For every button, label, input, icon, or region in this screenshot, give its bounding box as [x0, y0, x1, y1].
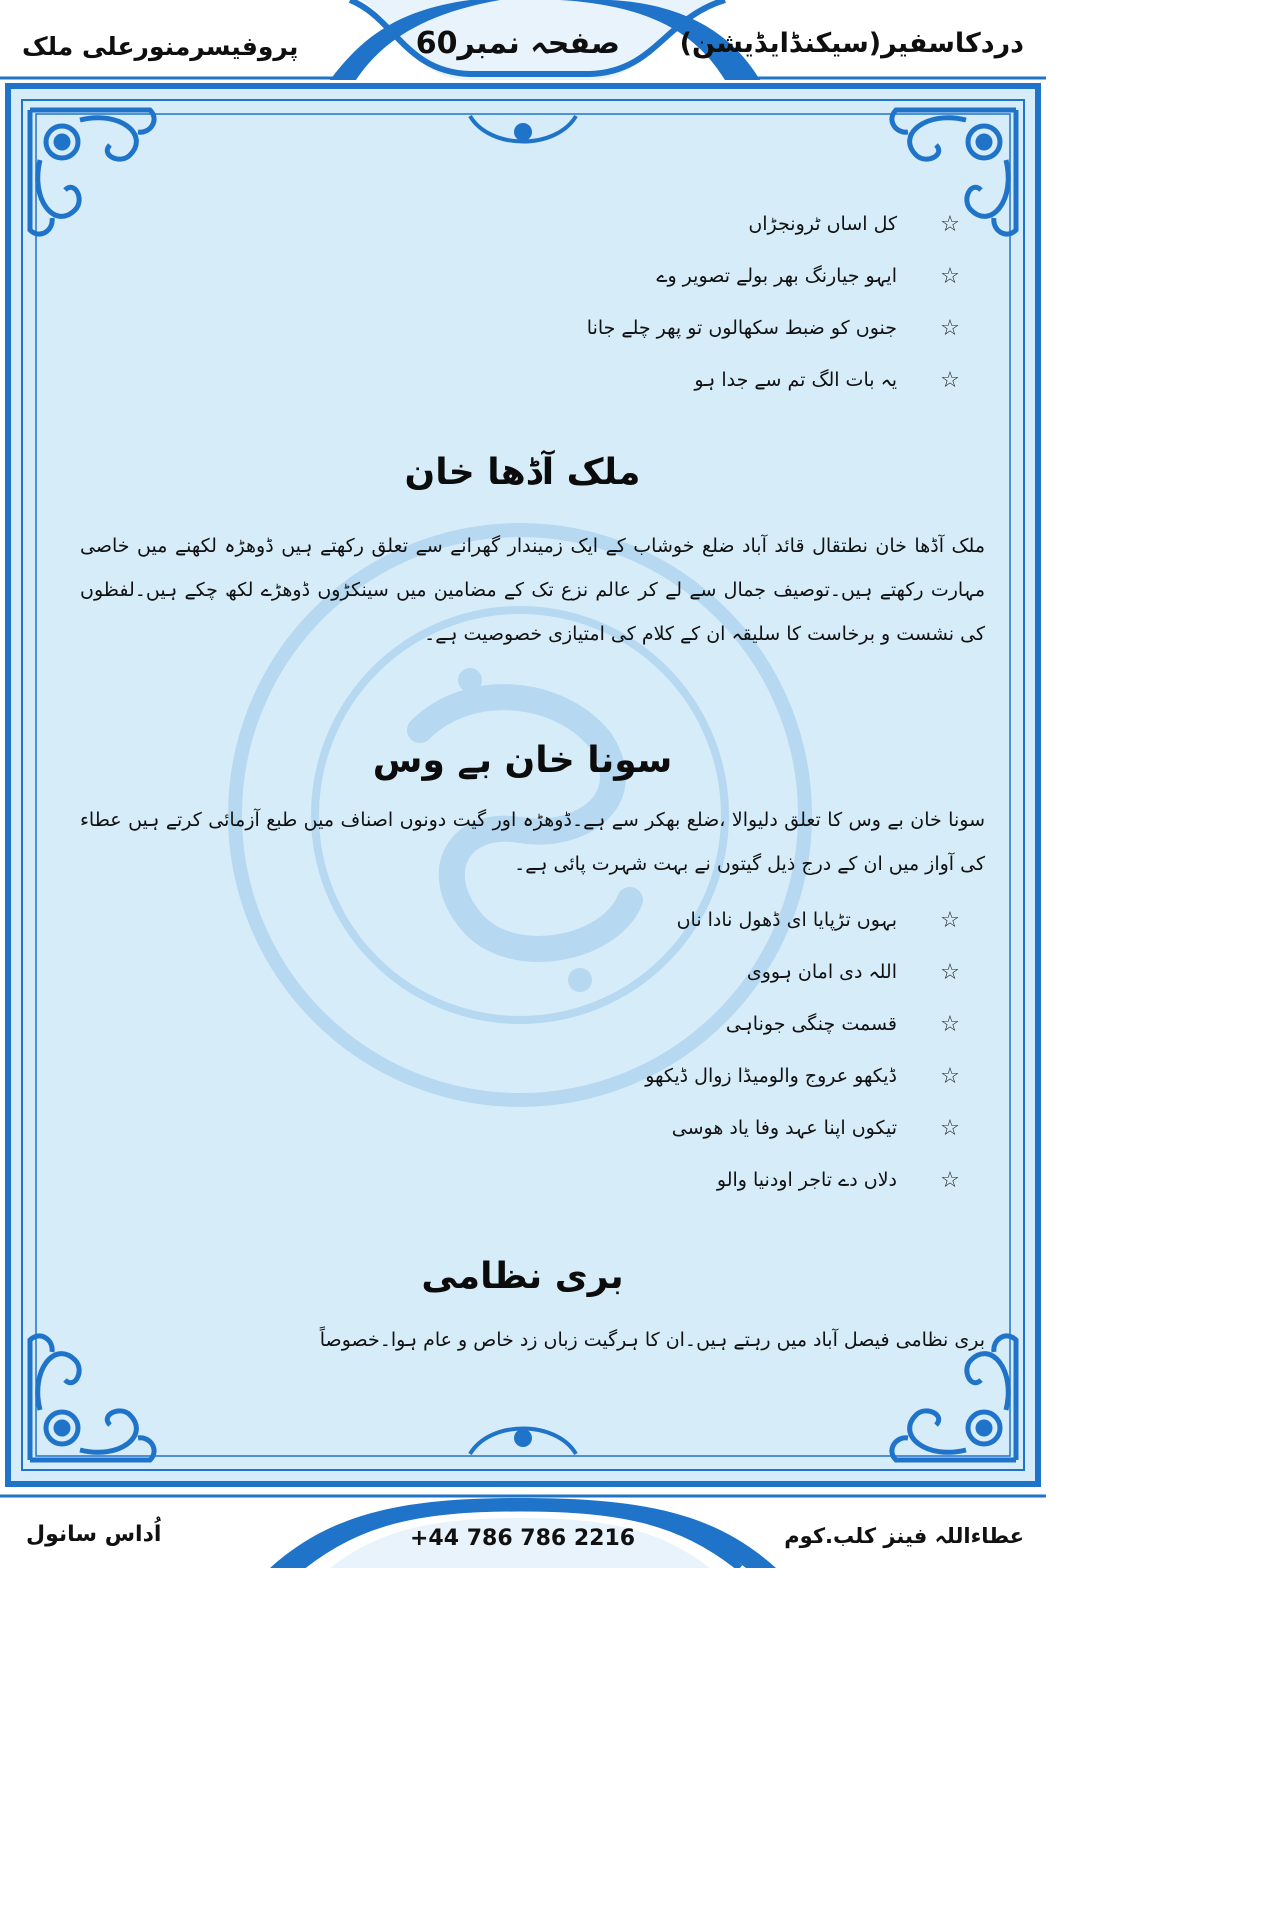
- star-outline-icon: ☆: [940, 263, 960, 289]
- page-number-label: صفحہ نمبر60: [415, 26, 620, 61]
- star-outline-icon: ☆: [940, 1063, 960, 1089]
- star-outline-icon: ☆: [940, 1115, 960, 1141]
- list-item: ☆ قسمت چنگی جوناہی: [70, 998, 975, 1050]
- star-outline-icon: ☆: [940, 907, 960, 933]
- list-item: ☆ تیکوں اپنا عہد وفا یاد ھوسی: [70, 1102, 975, 1154]
- bullet-list-1: [70, 198, 975, 406]
- list-item: ☆ دلاں دے تاجر اودنیا والو: [70, 1154, 975, 1206]
- section-paragraph-1: ملک آڈھا خان نطتقال قائد آباد ضلع خوشاب کے ایک زمیندار گھرانے سے تعلق رکھتے ہیں ڈوھڑہ لکھنے میں خاصی مہارت رکھتے ہیں۔توصیف جمال سے لے کر عالم نزع تک کے مضامین میں سینکڑوں ڈوھڑے لکھ چکے ہیں۔لفظوں کی نشست و برخاست کا سلیقہ ان کے کلام کی امتیازی خصوصیت ہے۔: [80, 535, 985, 645]
- list-item: ☆ ایہو جیارنگ بھر بولے تصویر وے: [70, 250, 975, 302]
- list-item: ☆ ڈیکھو عروج والومیڈا زوال ڈیکھو: [70, 1050, 975, 1102]
- footer-phone: +44 786 786 2216: [410, 1526, 636, 1551]
- author-name: پروفیسرمنورعلی ملک: [22, 32, 299, 61]
- section-heading-sona-khan-bewas: سونا خان بے وس: [372, 740, 673, 781]
- star-outline-icon: ☆: [940, 315, 960, 341]
- star-outline-icon: ☆: [940, 1167, 960, 1193]
- list-item: ☆ اللہ دی امان ہووی: [70, 946, 975, 998]
- list-item: ☆ یہ بات الگ تم سے جدا ہو: [70, 354, 975, 406]
- bullet-list-2-container: [70, 894, 975, 1206]
- bullet-list-2: [70, 894, 975, 1206]
- list-item: ☆ بہوں تڑپایا ای ڈھول نادا ناں: [70, 894, 975, 946]
- list-item: ☆ کل اساں ٹرونجڑاں: [70, 198, 975, 250]
- footer-title: اُداس سانول: [26, 1522, 162, 1547]
- footer-website: عطاءاللہ فینز کلب.کوم: [784, 1524, 1024, 1548]
- star-outline-icon: ☆: [940, 367, 960, 393]
- star-outline-icon: ☆: [940, 211, 960, 237]
- section-heading-malik-addha-khan: ملک آڈھا خان: [404, 452, 641, 493]
- book-title: دردکاسفیر(سیکنڈایڈیشن): [679, 28, 1024, 59]
- star-outline-icon: ☆: [940, 959, 960, 985]
- section-paragraph-3: بری نظامی فیصل آباد میں رہتے ہیں۔ان کا ہرگیت زباں زد خاص و عام ہوا۔خصوصاً: [319, 1329, 985, 1351]
- section-paragraph-2: سونا خان بے وس کا تعلق دلیوالا ،ضلع بھکر سے ہے۔ڈوھڑہ اور گیت دونوں اصناف میں طبع آزمائی کرتے ہیں عطاء کی آواز میں ان کے درج ذیل گیتوں نے بہت شہرت پائی ہے۔: [80, 809, 985, 875]
- list-item: ☆ جنوں کو ضبط سکھالوں تو پھر چلے جانا: [70, 302, 975, 354]
- section-heading-barri-nizami: بری نظامی: [421, 1256, 624, 1297]
- bullet-list-1-container: [70, 198, 975, 406]
- star-outline-icon: ☆: [940, 1011, 960, 1037]
